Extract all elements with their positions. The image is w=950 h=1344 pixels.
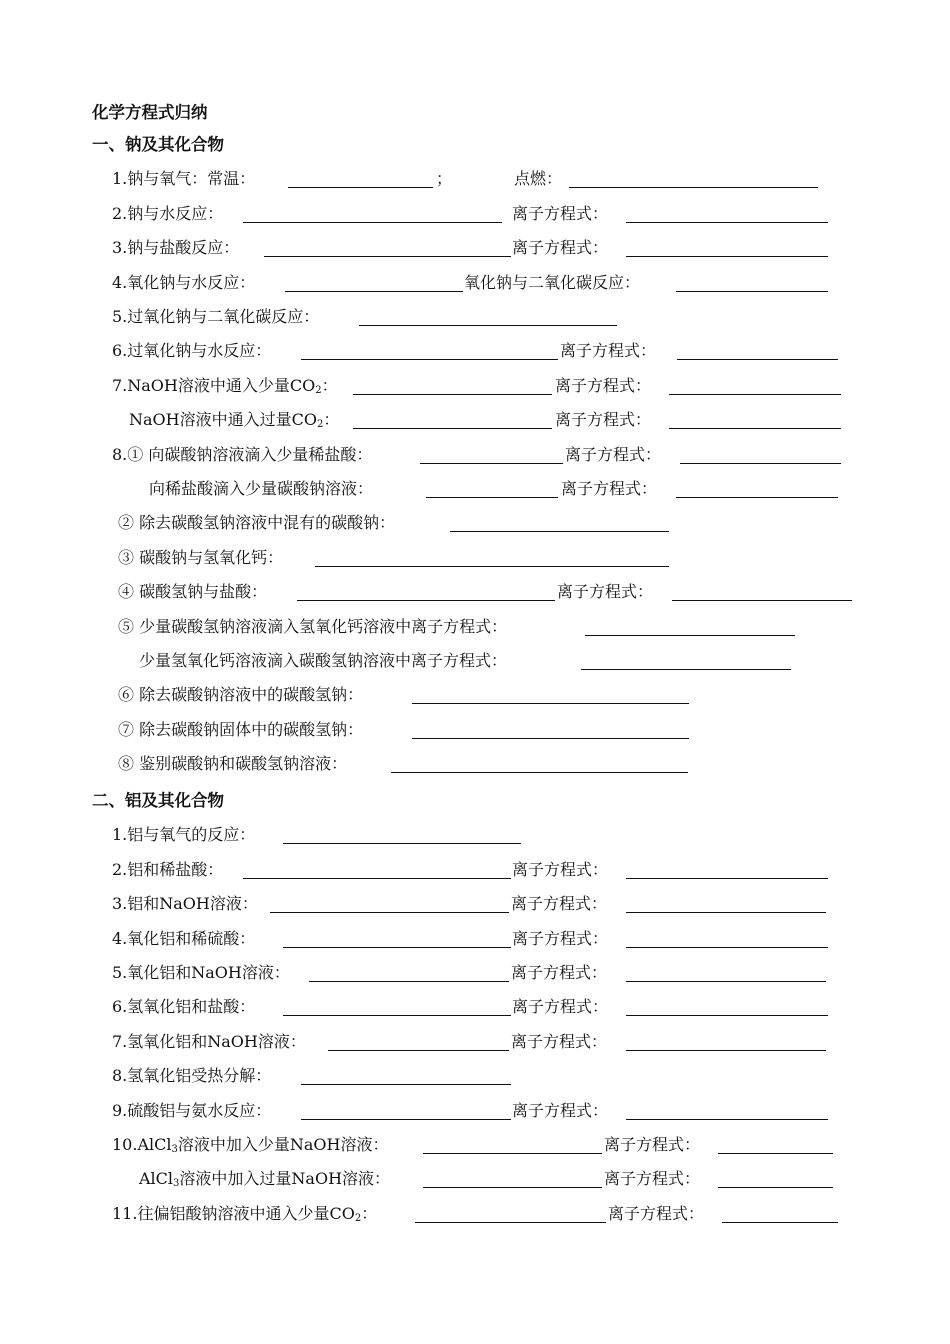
question-row: [0, 403, 950, 437]
document-title: 化学方程式归纳: [92, 103, 208, 122]
answer-blank[interactable]: [718, 1187, 833, 1188]
question-row: [0, 713, 950, 747]
answer-blank[interactable]: [353, 428, 552, 429]
answer-blank[interactable]: [585, 635, 795, 636]
question-row: [0, 1197, 950, 1231]
question-text-tail: ：: [361, 1203, 378, 1223]
section-heading: 一、钠及其化合物: [92, 135, 224, 154]
question-text-main: ⑧ 鉴别碳酸钠和碳酸氢钠溶液：: [118, 754, 348, 774]
question-text: [112, 818, 255, 852]
question-text-main: 离子方程式：: [511, 1031, 608, 1051]
ionic-equation-label: [512, 990, 608, 1024]
answer-blank[interactable]: [626, 256, 828, 257]
question-text: [464, 266, 640, 300]
question-text-main: 离子方程式：: [604, 1169, 701, 1189]
question-row: [0, 956, 950, 990]
answer-blank[interactable]: [283, 947, 511, 948]
question-row: [0, 575, 950, 609]
answer-blank[interactable]: [301, 1084, 511, 1085]
answer-blank[interactable]: [309, 981, 509, 982]
question-text-main: 5.氧化铝和NaOH溶液：: [112, 963, 290, 982]
question-text-main: 离子方程式：: [511, 963, 608, 982]
question-text-main: 离子方程式：: [512, 203, 609, 223]
question-row: [0, 887, 950, 921]
question-text-main: 离子方程式：: [511, 894, 608, 914]
answer-blank[interactable]: [288, 187, 433, 188]
question-text-tail: ：: [323, 410, 340, 430]
answer-blank[interactable]: [283, 1015, 511, 1016]
question-text: [112, 956, 290, 990]
question-text-main: 6.过氧化钠与水反应：: [112, 341, 272, 361]
question-row: [0, 610, 950, 644]
answer-blank[interactable]: [722, 1222, 838, 1223]
question-row: [0, 197, 950, 231]
question-text-main: 1.钠与氧气：常温：: [112, 169, 256, 189]
answer-blank[interactable]: [423, 1187, 602, 1188]
answer-blank[interactable]: [626, 912, 826, 913]
answer-blank[interactable]: [301, 359, 558, 360]
question-text-main: NaOH溶液中通入过量CO: [129, 410, 317, 430]
question-text: [112, 887, 258, 921]
question-text-main: 2.铝和稀盐酸：: [112, 859, 224, 879]
answer-blank[interactable]: [626, 878, 828, 879]
question-row: [0, 644, 950, 678]
answer-blank[interactable]: [677, 359, 838, 360]
question-row: [0, 1094, 950, 1128]
question-text: [112, 369, 338, 403]
question-text-main: ④ 碳酸氢钠与盐酸：: [118, 582, 268, 602]
question-text-main: 离子方程式：: [557, 582, 654, 602]
question-text-main: 8.① 向碳酸钠溶液滴入少量稀盐酸：: [112, 444, 373, 464]
question-text: [112, 266, 255, 300]
question-row: [0, 266, 950, 300]
section-heading: 二、铝及其化合物: [92, 791, 224, 810]
ionic-equation-label: [555, 403, 651, 437]
question-text-main: 离子方程式：: [512, 997, 609, 1017]
question-text-main: 氧化钠与二氧化碳反应：: [464, 272, 641, 292]
question-text-main: ；: [436, 169, 453, 189]
question-row: [0, 1128, 950, 1162]
question-row: [0, 300, 950, 334]
subscript: 2: [354, 1212, 362, 1224]
question-text-main: 离子方程式：: [561, 479, 658, 498]
question-row: [0, 472, 950, 506]
answer-blank[interactable]: [669, 428, 841, 429]
question-text-main: 6.氢氧化铝和盐酸：: [112, 997, 256, 1017]
question-text: [112, 922, 255, 956]
question-text: [118, 541, 283, 575]
question-text-main: 离子方程式：: [555, 375, 652, 395]
question-row: [0, 990, 950, 1024]
answer-blank[interactable]: [676, 291, 828, 292]
question-text-main: 7.NaOH溶液中通入少量CO: [112, 375, 316, 395]
question-text-main: 4.氧化铝和稀硫酸：: [112, 928, 256, 948]
question-text-tail: 溶液中加入过量NaOH溶液：: [179, 1169, 391, 1189]
question-text: [112, 438, 372, 472]
question-row: [0, 1025, 950, 1059]
ionic-equation-label: [511, 956, 607, 990]
question-text-main: ⑦ 除去碳酸钠固体中的碳酸氢钠：: [118, 719, 364, 739]
answer-blank[interactable]: [450, 531, 669, 532]
question-row: [0, 1162, 950, 1196]
question-text-main: ② 除去碳酸氢钠溶液中混有的碳酸钠：: [118, 513, 396, 533]
question-text: [112, 231, 239, 265]
answer-blank[interactable]: [626, 947, 828, 948]
question-text: [514, 162, 562, 196]
question-text-main: 向稀盐酸滴入少量碳酸钠溶液：: [149, 479, 374, 498]
question-text: [112, 300, 319, 334]
question-text-main: 3.钠与盐酸反应：: [112, 238, 240, 258]
question-text: [112, 1197, 377, 1231]
question-text-main: 10.AlCl: [112, 1135, 172, 1154]
subscript: 2: [316, 419, 324, 431]
question-text-main: 8.氢氧化铝受热分解：: [112, 1066, 272, 1086]
ionic-equation-label: [604, 1128, 700, 1162]
answer-blank[interactable]: [423, 1153, 602, 1154]
answer-blank[interactable]: [626, 1050, 826, 1051]
question-text-main: ③ 碳酸钠与氢氧化钙：: [118, 547, 284, 567]
question-text-main: 11.往偏铝酸钠溶液中通入少量CO: [112, 1203, 355, 1223]
answer-blank[interactable]: [415, 1222, 606, 1223]
ionic-equation-label: [511, 1025, 607, 1059]
subscript: 3: [171, 1144, 178, 1155]
question-text: [112, 1128, 388, 1162]
question-text-main: 少量氢氧化钙溶液滴入碳酸氢钠溶液中离子方程式：: [139, 651, 508, 670]
answer-blank[interactable]: [412, 738, 689, 739]
ionic-equation-label: [555, 369, 651, 403]
question-text: [112, 1059, 271, 1093]
answer-blank[interactable]: [264, 256, 511, 257]
question-row: [0, 747, 950, 781]
question-row: [0, 334, 950, 368]
question-row: [0, 853, 950, 887]
subscript: 2: [315, 384, 322, 396]
answer-blank[interactable]: [315, 566, 669, 567]
answer-blank[interactable]: [285, 291, 463, 292]
question-text-main: 离子方程式：: [555, 410, 652, 430]
question-row: [0, 1059, 950, 1093]
ionic-equation-label: [604, 1162, 700, 1196]
ionic-equation-label: [608, 1197, 704, 1231]
question-text-main: 点燃：: [514, 169, 563, 189]
question-text: [112, 334, 271, 368]
answer-blank[interactable]: [569, 187, 818, 188]
question-text: [112, 853, 223, 887]
ionic-equation-label: [511, 887, 607, 921]
answer-blank[interactable]: [391, 772, 688, 773]
question-text: [118, 678, 363, 712]
question-text-main: ⑤ 少量碳酸氢钠溶液滴入氢氧化钙溶液中离子方程式：: [118, 616, 508, 636]
question-text-main: 离子方程式：: [512, 859, 609, 879]
question-text-tail: ：: [321, 375, 338, 395]
ionic-equation-label: [512, 197, 608, 231]
answer-blank[interactable]: [243, 878, 511, 879]
question-text-main: 5.过氧化钠与二氧化碳反应：: [112, 307, 320, 326]
question-text-main: AlCl: [139, 1169, 174, 1189]
question-text: [118, 747, 347, 781]
question-text: [139, 1162, 390, 1196]
answer-blank[interactable]: [680, 463, 841, 464]
answer-blank[interactable]: [626, 222, 828, 223]
answer-blank[interactable]: [676, 497, 838, 498]
question-text: [112, 990, 255, 1024]
answer-blank[interactable]: [669, 394, 841, 395]
ionic-equation-label: [565, 438, 661, 472]
question-text: [118, 575, 267, 609]
ionic-equation-label: [139, 644, 507, 678]
question-text-tail: 溶液中加入少量NaOH溶液：: [177, 1135, 389, 1154]
answer-blank[interactable]: [426, 497, 558, 498]
ionic-equation-label: [512, 853, 608, 887]
question-text-main: 离子方程式：: [604, 1135, 701, 1154]
question-row: [0, 369, 950, 403]
ionic-equation-label: [557, 575, 653, 609]
question-row: [0, 438, 950, 472]
answer-blank[interactable]: [420, 463, 563, 464]
ionic-equation-label: [118, 610, 507, 644]
question-text-main: 离子方程式：: [565, 444, 662, 464]
answer-blank[interactable]: [243, 222, 502, 223]
answer-blank[interactable]: [353, 394, 552, 395]
answer-blank[interactable]: [672, 600, 852, 601]
answer-blank[interactable]: [626, 1015, 828, 1016]
question-text-main: 1.铝与氧气的反应：: [112, 825, 256, 845]
question-text-main: 离子方程式：: [608, 1203, 705, 1223]
question-text: [112, 1094, 271, 1128]
question-text-main: 4.氧化钠与水反应：: [112, 272, 256, 292]
question-text: [112, 162, 255, 196]
question-row: [0, 231, 950, 265]
question-text-main: 离子方程式：: [512, 1100, 609, 1120]
question-text-main: ⑥ 除去碳酸钠溶液中的碳酸氢钠：: [118, 685, 364, 705]
question-text-main: 9.硫酸铝与氨水反应：: [112, 1100, 272, 1120]
answer-blank[interactable]: [359, 325, 617, 326]
answer-blank[interactable]: [626, 981, 826, 982]
question-text: [129, 403, 339, 437]
answer-blank[interactable]: [328, 1050, 509, 1051]
question-row: [0, 678, 950, 712]
answer-blank[interactable]: [581, 669, 791, 670]
ionic-equation-label: [512, 231, 608, 265]
answer-blank[interactable]: [297, 600, 555, 601]
question-text: [112, 1025, 306, 1059]
question-text: [436, 162, 452, 196]
answer-blank[interactable]: [718, 1153, 833, 1154]
question-text: [112, 197, 223, 231]
answer-blank[interactable]: [626, 1119, 828, 1120]
answer-blank[interactable]: [270, 912, 509, 913]
question-row: [0, 922, 950, 956]
question-text-main: 离子方程式：: [560, 341, 657, 361]
answer-blank[interactable]: [412, 703, 689, 704]
question-text-main: 离子方程式：: [512, 928, 609, 948]
question-row: [0, 506, 950, 540]
question-text-main: 离子方程式：: [512, 238, 609, 258]
question-text: [118, 506, 395, 540]
question-text-main: 7.氢氧化铝和NaOH溶液：: [112, 1031, 306, 1051]
question-text-main: 3.铝和NaOH溶液：: [112, 894, 258, 914]
answer-blank[interactable]: [283, 843, 521, 844]
ionic-equation-label: [561, 472, 657, 506]
question-text: [149, 472, 373, 506]
ionic-equation-label: [512, 922, 608, 956]
answer-blank[interactable]: [301, 1119, 511, 1120]
ionic-equation-label: [512, 1094, 608, 1128]
question-row: [0, 818, 950, 852]
question-row: [0, 541, 950, 575]
question-text: [118, 713, 363, 747]
question-text-main: 2.钠与水反应：: [112, 203, 224, 223]
question-row: [0, 162, 950, 196]
subscript: 3: [173, 1178, 180, 1190]
ionic-equation-label: [560, 334, 656, 368]
